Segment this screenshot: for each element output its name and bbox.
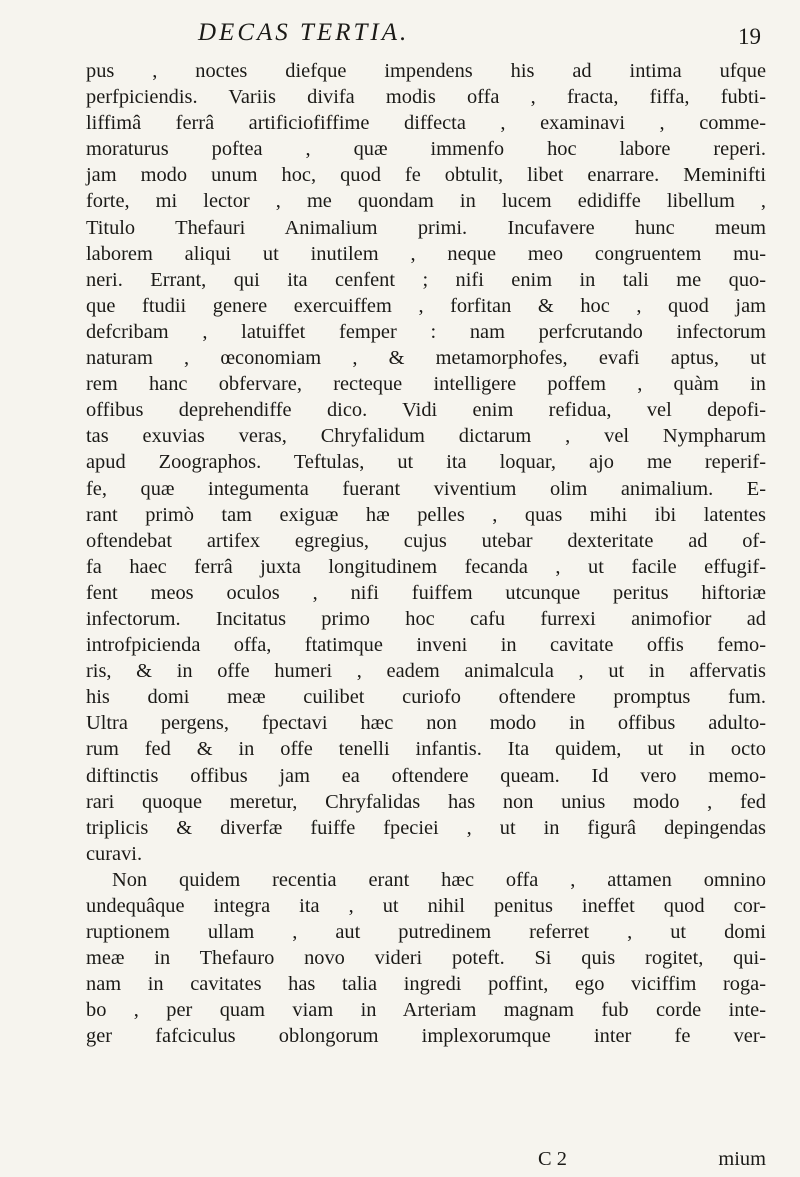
text-line: meæ in Thefauro novo videri poteft. Si quis rogitet, qui- xyxy=(86,947,766,970)
text-line: Ultra pergens, fpectavi hæc non modo in offibus adulto- xyxy=(86,712,766,735)
text-line: infectorum. Incitatus primo hoc cafu furrexi animofior ad xyxy=(86,607,766,630)
text-line: rem hanc obfervare, recteque intelligere poffem , quàm in xyxy=(86,373,766,396)
page-footer xyxy=(86,1146,766,1172)
text-line: undequâque integra ita , ut nihil penitus ineffet quod cor- xyxy=(86,895,766,917)
text-line: triplicis & diverfæ fuiffe fpeciei , ut in figurâ depingendas xyxy=(86,816,766,839)
text-line: ris, & in offe humeri , eadem animalcula , ut in affervatis xyxy=(86,660,766,683)
text-line: tas exuvias veras, Chryfalidum dictarum , vel Nympharum xyxy=(86,425,766,448)
text-line: rum fed & in offe tenelli infantis. Ita quidem, ut in octo xyxy=(86,738,766,761)
text-line: Titulo Thefauri Animalium primi. Incufavere hunc meum xyxy=(86,216,766,239)
text-line: rant primò tam exiguæ hæ pelles , quas mihi ibi latentes xyxy=(86,503,766,526)
text-line: offibus deprehendiffe dico. Vidi enim refidua, vel depofi- xyxy=(86,399,766,422)
text-line: que ftudii genere exercuiffem , forfitan & hoc , quod jam xyxy=(86,294,766,317)
text-line: defcribam , latuiffet femper : nam perfcrutando infectorum xyxy=(86,320,766,343)
text-line: neri. Errant, qui ita cenfent ; nifi enim in tali me quo- xyxy=(86,268,766,291)
text-line: apud Zoographos. Teftulas, ut ita loquar, ajo me reperif- xyxy=(86,451,766,474)
text-line: bo , per quam viam in Arteriam magnam fub corde inte- xyxy=(86,999,766,1022)
text-line: laborem aliqui ut inutilem , neque meo congruentem mu- xyxy=(86,242,766,265)
text-line: perfpiciendis. Variis divifa modis offa , fracta, fiffa, fubti- xyxy=(86,86,766,109)
running-head: DECAS TERTIA. xyxy=(198,19,410,46)
text-line: Non quidem recentia erant hæc offa , attamen omnino xyxy=(112,868,766,891)
text-line: oftendebat artifex egregius, cujus utebar dexteritate ad of- xyxy=(86,529,766,552)
text-line: ruptionem ullam , aut putredinem referret , ut domi xyxy=(86,921,766,944)
text-line: moraturus poftea , quæ immenfo hoc labore reperi. xyxy=(86,138,766,161)
text-line: ger fafciculus oblongorum implexorumque inter fe ver- xyxy=(86,1025,766,1048)
text-line: pus , noctes diefque impendens his ad intima ufque xyxy=(86,60,766,82)
text-line: forte, mi lector , me quondam in lucem edidiffe libellum , xyxy=(86,190,766,213)
body-text xyxy=(86,58,766,1050)
paragraph xyxy=(86,867,766,1050)
page-header xyxy=(0,14,800,50)
page-number: 19 xyxy=(738,24,761,49)
catchword: mium xyxy=(718,1148,766,1170)
paragraph xyxy=(86,58,766,867)
text-line: rari quoque meretur, Chryfalidas has non unius modo , fed xyxy=(86,790,766,813)
text-line: fent meos oculos , nifi fuiffem utcunque peritus hiftoriæ xyxy=(86,581,766,604)
text-line: diftinctis offibus jam ea oftendere queam. Id vero memo- xyxy=(86,764,766,787)
text-line: jam modo unum hoc, quod fe obtulit, libet enarrare. Meminifti xyxy=(86,164,766,187)
signature-mark: C 2 xyxy=(538,1148,567,1170)
text-line: naturam , œconomiam , & metamorphofes, evafi aptus, ut xyxy=(86,347,766,370)
text-line: fe, quæ integumenta fuerant viventium olim animalium. E- xyxy=(86,477,766,500)
text-line: nam in cavitates has talia ingredi poffint, ego viciffim roga- xyxy=(86,973,766,996)
text-line: introfpicienda offa, ftatimque inveni in cavitate offis femo- xyxy=(86,634,766,657)
text-line: fa haec ferrâ juxta longitudinem fecanda , ut facile effugif- xyxy=(86,555,766,578)
text-line: his domi meæ cuilibet curiofo oftendere promptus fum. xyxy=(86,686,766,709)
text-line: liffimâ ferrâ artificiofiffime diffecta , examinavi , comme- xyxy=(86,112,766,135)
text-line: curavi. xyxy=(86,842,143,865)
